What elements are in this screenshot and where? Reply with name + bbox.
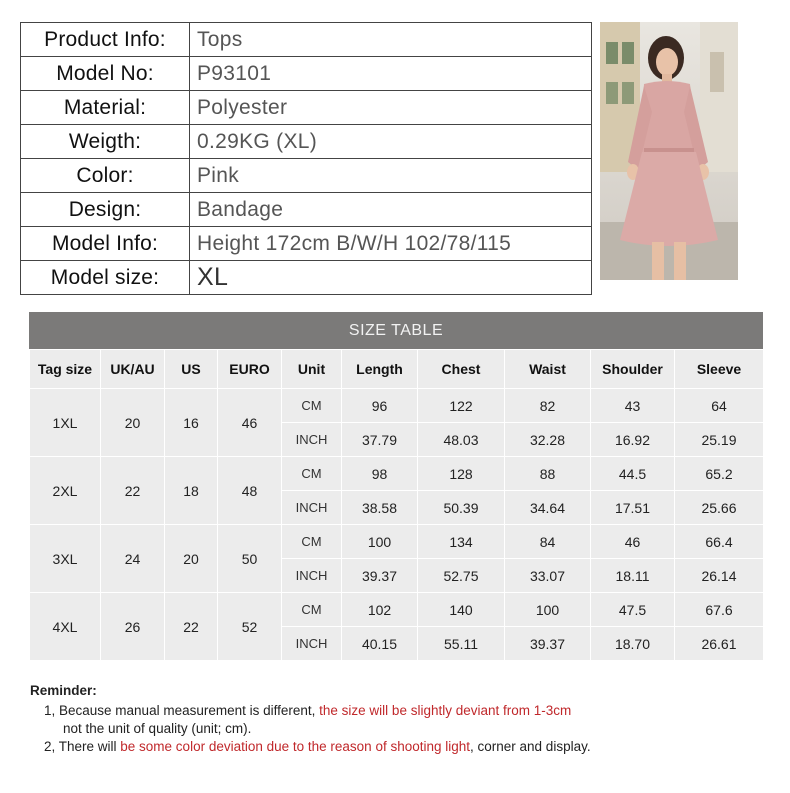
shoulder-cell: 17.51 [591, 491, 675, 525]
unit-cell: CM [282, 457, 342, 491]
waist-cell: 82 [505, 389, 591, 423]
info-value: 0.29KG (XL) [190, 125, 592, 159]
unit-cell: INCH [282, 423, 342, 457]
size-table-header [30, 350, 764, 389]
info-value: Pink [190, 159, 592, 193]
length-cell: 102 [342, 593, 418, 627]
info-value: P93101 [190, 57, 592, 91]
header-cell: Chest [418, 350, 505, 389]
euro-cell: 52 [218, 593, 282, 661]
chest-cell: 52.75 [418, 559, 505, 593]
info-value: XL [190, 261, 592, 295]
chest-cell: 55.11 [418, 627, 505, 661]
info-label: Design: [21, 193, 190, 227]
shoulder-cell: 16.92 [591, 423, 675, 457]
unit-cell: INCH [282, 627, 342, 661]
reminder-title: Reminder: [30, 683, 97, 698]
shoulder-cell: 43 [591, 389, 675, 423]
euro-cell: 48 [218, 457, 282, 525]
header-cell: UK/AU [101, 350, 165, 389]
info-row [21, 23, 592, 57]
us-cell: 20 [165, 525, 218, 593]
length-cell: 38.58 [342, 491, 418, 525]
header-cell: Waist [505, 350, 591, 389]
tag-size-cell: 1XL [30, 389, 101, 457]
info-value: Polyester [190, 91, 592, 125]
sleeve-cell: 66.4 [675, 525, 764, 559]
info-label: Material: [21, 91, 190, 125]
product-info-table [20, 22, 592, 295]
header-cell: Shoulder [591, 350, 675, 389]
waist-cell: 34.64 [505, 491, 591, 525]
info-value: Bandage [190, 193, 592, 227]
tag-size-cell: 4XL [30, 593, 101, 661]
reminder-line-2 [30, 738, 770, 756]
uk-cell: 22 [101, 457, 165, 525]
info-label: Color: [21, 159, 190, 193]
info-row [21, 91, 592, 125]
size-table-title: SIZE TABLE [29, 312, 763, 349]
info-row [21, 227, 592, 261]
reminder-highlight: be some color deviation due to the reason of shooting light [120, 739, 471, 754]
header-cell: Length [342, 350, 418, 389]
model-photo-illustration [600, 22, 738, 280]
info-row [21, 193, 592, 227]
unit-cell: INCH [282, 559, 342, 593]
unit-cell: CM [282, 593, 342, 627]
unit-cell: INCH [282, 491, 342, 525]
reminder-text: , corner and display. [470, 739, 591, 754]
sleeve-cell: 25.19 [675, 423, 764, 457]
chest-cell: 140 [418, 593, 505, 627]
header-cell: Unit [282, 350, 342, 389]
sleeve-cell: 26.61 [675, 627, 764, 661]
waist-cell: 32.28 [505, 423, 591, 457]
shoulder-cell: 46 [591, 525, 675, 559]
unit-cell: CM [282, 525, 342, 559]
info-value: Height 172cm B/W/H 102/78/115 [190, 227, 592, 261]
chest-cell: 134 [418, 525, 505, 559]
header-cell: EURO [218, 350, 282, 389]
sleeve-cell: 67.6 [675, 593, 764, 627]
waist-cell: 100 [505, 593, 591, 627]
uk-cell: 20 [101, 389, 165, 457]
sleeve-cell: 26.14 [675, 559, 764, 593]
table-row [30, 389, 764, 423]
us-cell: 22 [165, 593, 218, 661]
info-row [21, 159, 592, 193]
reminder-line-1-cont: not the unit of quality (unit; cm). [63, 721, 252, 736]
info-label: Weigth: [21, 125, 190, 159]
reminder-line-1 [30, 702, 770, 720]
length-cell: 100 [342, 525, 418, 559]
chest-cell: 122 [418, 389, 505, 423]
unit-cell: CM [282, 389, 342, 423]
info-label: Model No: [21, 57, 190, 91]
length-cell: 96 [342, 389, 418, 423]
info-row [21, 261, 592, 295]
reminder-highlight: the size will be slightly deviant from 1-3cm [319, 703, 572, 718]
info-label: Product Info: [21, 23, 190, 57]
table-row [30, 457, 764, 491]
reminder-text: 1, Because manual measurement is different, [44, 703, 320, 718]
shoulder-cell: 18.11 [591, 559, 675, 593]
chest-cell: 50.39 [418, 491, 505, 525]
tag-size-cell: 2XL [30, 457, 101, 525]
table-row [30, 525, 764, 559]
uk-cell: 26 [101, 593, 165, 661]
shoulder-cell: 47.5 [591, 593, 675, 627]
waist-cell: 39.37 [505, 627, 591, 661]
sleeve-cell: 64 [675, 389, 764, 423]
length-cell: 39.37 [342, 559, 418, 593]
us-cell: 16 [165, 389, 218, 457]
chest-cell: 128 [418, 457, 505, 491]
length-cell: 98 [342, 457, 418, 491]
length-cell: 37.79 [342, 423, 418, 457]
table-row [30, 593, 764, 627]
header-cell: Sleeve [675, 350, 764, 389]
shoulder-cell: 18.70 [591, 627, 675, 661]
header-cell: Tag size [30, 350, 101, 389]
info-label: Model size: [21, 261, 190, 295]
reminder-section [30, 682, 770, 756]
waist-cell: 84 [505, 525, 591, 559]
sleeve-cell: 25.66 [675, 491, 764, 525]
info-row [21, 125, 592, 159]
info-value: Tops [190, 23, 592, 57]
us-cell: 18 [165, 457, 218, 525]
sleeve-cell: 65.2 [675, 457, 764, 491]
info-row [21, 57, 592, 91]
euro-cell: 46 [218, 389, 282, 457]
shoulder-cell: 44.5 [591, 457, 675, 491]
waist-cell: 33.07 [505, 559, 591, 593]
euro-cell: 50 [218, 525, 282, 593]
uk-cell: 24 [101, 525, 165, 593]
tag-size-cell: 3XL [30, 525, 101, 593]
chest-cell: 48.03 [418, 423, 505, 457]
size-table [29, 349, 764, 661]
reminder-text: 2, There will [44, 739, 121, 754]
info-label: Model Info: [21, 227, 190, 261]
header-cell: US [165, 350, 218, 389]
model-photo [600, 22, 738, 280]
length-cell: 40.15 [342, 627, 418, 661]
waist-cell: 88 [505, 457, 591, 491]
